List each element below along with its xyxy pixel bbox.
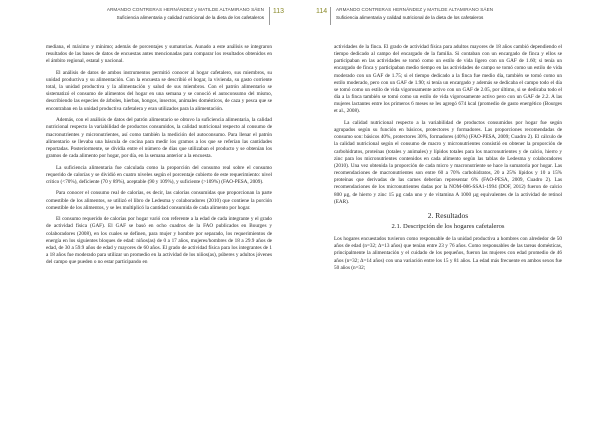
- running-head-text: [336, 6, 493, 22]
- paragraph: Para conocer el consumo real de calorías, es decir, las calorías consumidas que proporcionan la parte comestible de los alimentos, se utilizó el libro de Ledesma y colaboradores (2010) que contiene la porción comestible de los alimentos, y se les multiplicó la cantidad consumida de cada alimento por hogar.: [46, 190, 272, 211]
- running-head-divider: [330, 7, 331, 25]
- paragraph: El análisis de datos de ambos instrumentos permitió conocer al hogar cafetalero, sus miembros, su unidad productiva y su alimentación. Con la encuesta se describió el hogar, la vivienda, su gasto corriente total, la unidad productiva y la alimentación y salud de sus miembros. Con el patrón alimentario se sistematizó el consumo de alimentos del hogar en una semana y se conoció el autoconsumo del mismo, describiendo las especies de árboles, hierbas, hongos, insectos, animales domésticos, de caza y pesca que se encontraban en la unidad productiva cafetalera y eran utilizados para la alimentación.: [46, 69, 272, 112]
- right-page: [300, 0, 600, 440]
- running-head-left: [0, 6, 300, 28]
- running-head-title: Suficiencia alimentaria y calidad nutricional de la dieta de los cafetaleros: [336, 15, 484, 20]
- paragraph: Además, con el análisis de datos del patrón alimentario se obtuvo la suficiencia alimentaria, la calidad nutricional respecto la variabilidad de productos consumidos, la calidad nutricional respecto al consumo de macronutrientes y micronutrientes, así como también la medición del autoconsumo. Para llenar el patrón alimentario se llevaba una báscula de cocina para medir los gramos a los que se referían las cantidades reportadas. Posteriormente, se dividía entre el número de días que utilizaban el producto y se obtenían los gramos de cada alimento por hogar, por día, en la semana anterior a la encuesta.: [46, 117, 272, 159]
- section-heading: 2. Resultados: [427, 210, 469, 220]
- paragraph: actividades de la finca. El grado de actividad física para adultos mayores de 18 años cambió dependiendo el tiempo dedicado al campo del encargado de la familia. Si contaban con un encargado de finca y ellos se participaban en las actividades se tomó como un estilo de vida ligero con un GAF de 1.60; si tenía un encargado de finca y participaban medio tiempo en las actividades de campo se tomó como un estilo de vida moderado con un GAF de 1.75; si el tiempo dedicado a la finca fue medio día, también se tomó como un estilo moderado, pero con un GAF de 1.90; si tenía un encargado y además se dedicaba el campo todo el día se tomó como un estilo de vida vigorosamente activo con un GAF de 2.05, por último, si se dedicaba todo el día a la finca también se tomó como un estilo de vida vigorosamente activo pero con un GAF de 2.2. A las mujeres lactantes entre los primeros 6 meses se les agregó 674 kcal (promedio de gasto energético (Bourges et al., 2008).: [334, 44, 562, 115]
- right-page-body: [334, 44, 562, 276]
- running-head-title: Suficiencia alimentaria y calidad nutricional de la dieta de los cafetaleros: [116, 15, 264, 20]
- paragraph: La calidad nutricional respecto a la variabilidad de productos consumidos por hogar fue según agrupados según su función en básicos, protectores y formadores. Las proporciones recomendadas de consumo son: básicos 40%, protectores 30%, formadores (40%) (FAO-PESA, 2009; Cuadro 2). El cálculo de la calidad nutricional según el consumo de macro y micronutrientes consistió en obtener la proporción de carbohidratos, proteínas (totales y animales) y lípidos totales para los macronutrientes y de calcio, hierro y zinc para los micronutrientes contenidos en cada alimento según las tablas de Ledesma y colaboradores (2010). Una vez obtenida la proporción de cada micro y macronutriente se hace la sumatoria por hogar. Las recomendaciones de macronutrientes son entre 60 a 70% carbohidratos, 20 a 25% lípidos y 10 a 15% proteínas que derivadas de las carnes deberían representar 6% (FAO-PESA, 2009, Cuadro 2). Las recomendaciones de los micronutrientes dadas por la NOM-086-SSA1-1994 (DOF, 2012) fueron de calcio 800 µg, de hierro y zinc 15 µg cada uno y de vitamina A 1000 µg equivalentes de la actividad de retinol (EAR).: [334, 119, 562, 205]
- running-head-authors: ARMANDO CONTRERAS HERNÁNDEZ y MATILDE ALTAMIRANO SÁEN: [106, 7, 264, 12]
- page-number: 114: [316, 8, 328, 15]
- running-head-divider: [269, 7, 270, 25]
- running-head-authors: ARMANDO CONTRERAS HERNÁNDEZ y MATILDE ALTAMIRANO SÁEN: [336, 7, 494, 12]
- subsection-heading: 2.1. Descripción de los hogares cafetaleros: [391, 222, 505, 230]
- paragraph: mediana, el máximo y mínimo; además de porcentajes y sumatorias. Aunado a este análisis se integraron resultados de las bases de datos de encuestas antes mencionadas para comparar los resultados obtenidos en el ámbito regional, estatal y nacional.: [46, 44, 272, 65]
- paragraph: La suficiencia alimentaria fue calculada como la proporción del consumo real sobre el consumo requerido de calorías y se dividió en cuatro niveles según el porcentaje cubierto de este requerimiento: nivel crítico (<70%), deficiente (70 y 89%), aceptable (90 y 109%), y suficiente (>109%) (FAO-PESA, 2009).: [46, 164, 272, 185]
- running-head-right: [300, 6, 600, 28]
- paragraph: El consumo requerido de calorías por hogar varió con referente a la edad de cada integrante y el grado de actividad física (GAF). El GAF se basó en ocho cuadros de la FAO publicados en Bourges y colaboradores (2008), en los cuales se definen, para mujer y hombre por separado, los requerimientos de energía en los siguientes bloques de edad: niños(as) de 0 a 17 años, mujeres/hombres de 18 a 29.9 años de edad, de 30 a 59.9 años de edad y mayores de 60 años. El grado de actividad física para los integrantes de 1 a 18 años fue moderado para utilizar un promedio en la actividad de los niños(as), púberes y adultos jóvenes del campo que pueden o no estar participando en: [46, 216, 272, 266]
- running-head-text: [107, 6, 264, 22]
- paragraph: Los hogares encuestados tuvieron como responsable de la unidad productiva a hombres con alrededor de 50 años de edad (n=32; Δ=13 años) que tenían entre 23 y 76 años. Como responsables de las tareas domésticas, principalmente la alimentación y el cuidado de los pequeños, fueron las mujeres con edad promedio de 46 años (n=32; Δ=14 años) con una variación entre los 15 y 81 años. La edad más frecuente en ambos sexos fue 50 años (n=32;: [334, 236, 562, 271]
- page-number: 113: [272, 8, 284, 15]
- left-page-body: [46, 44, 272, 271]
